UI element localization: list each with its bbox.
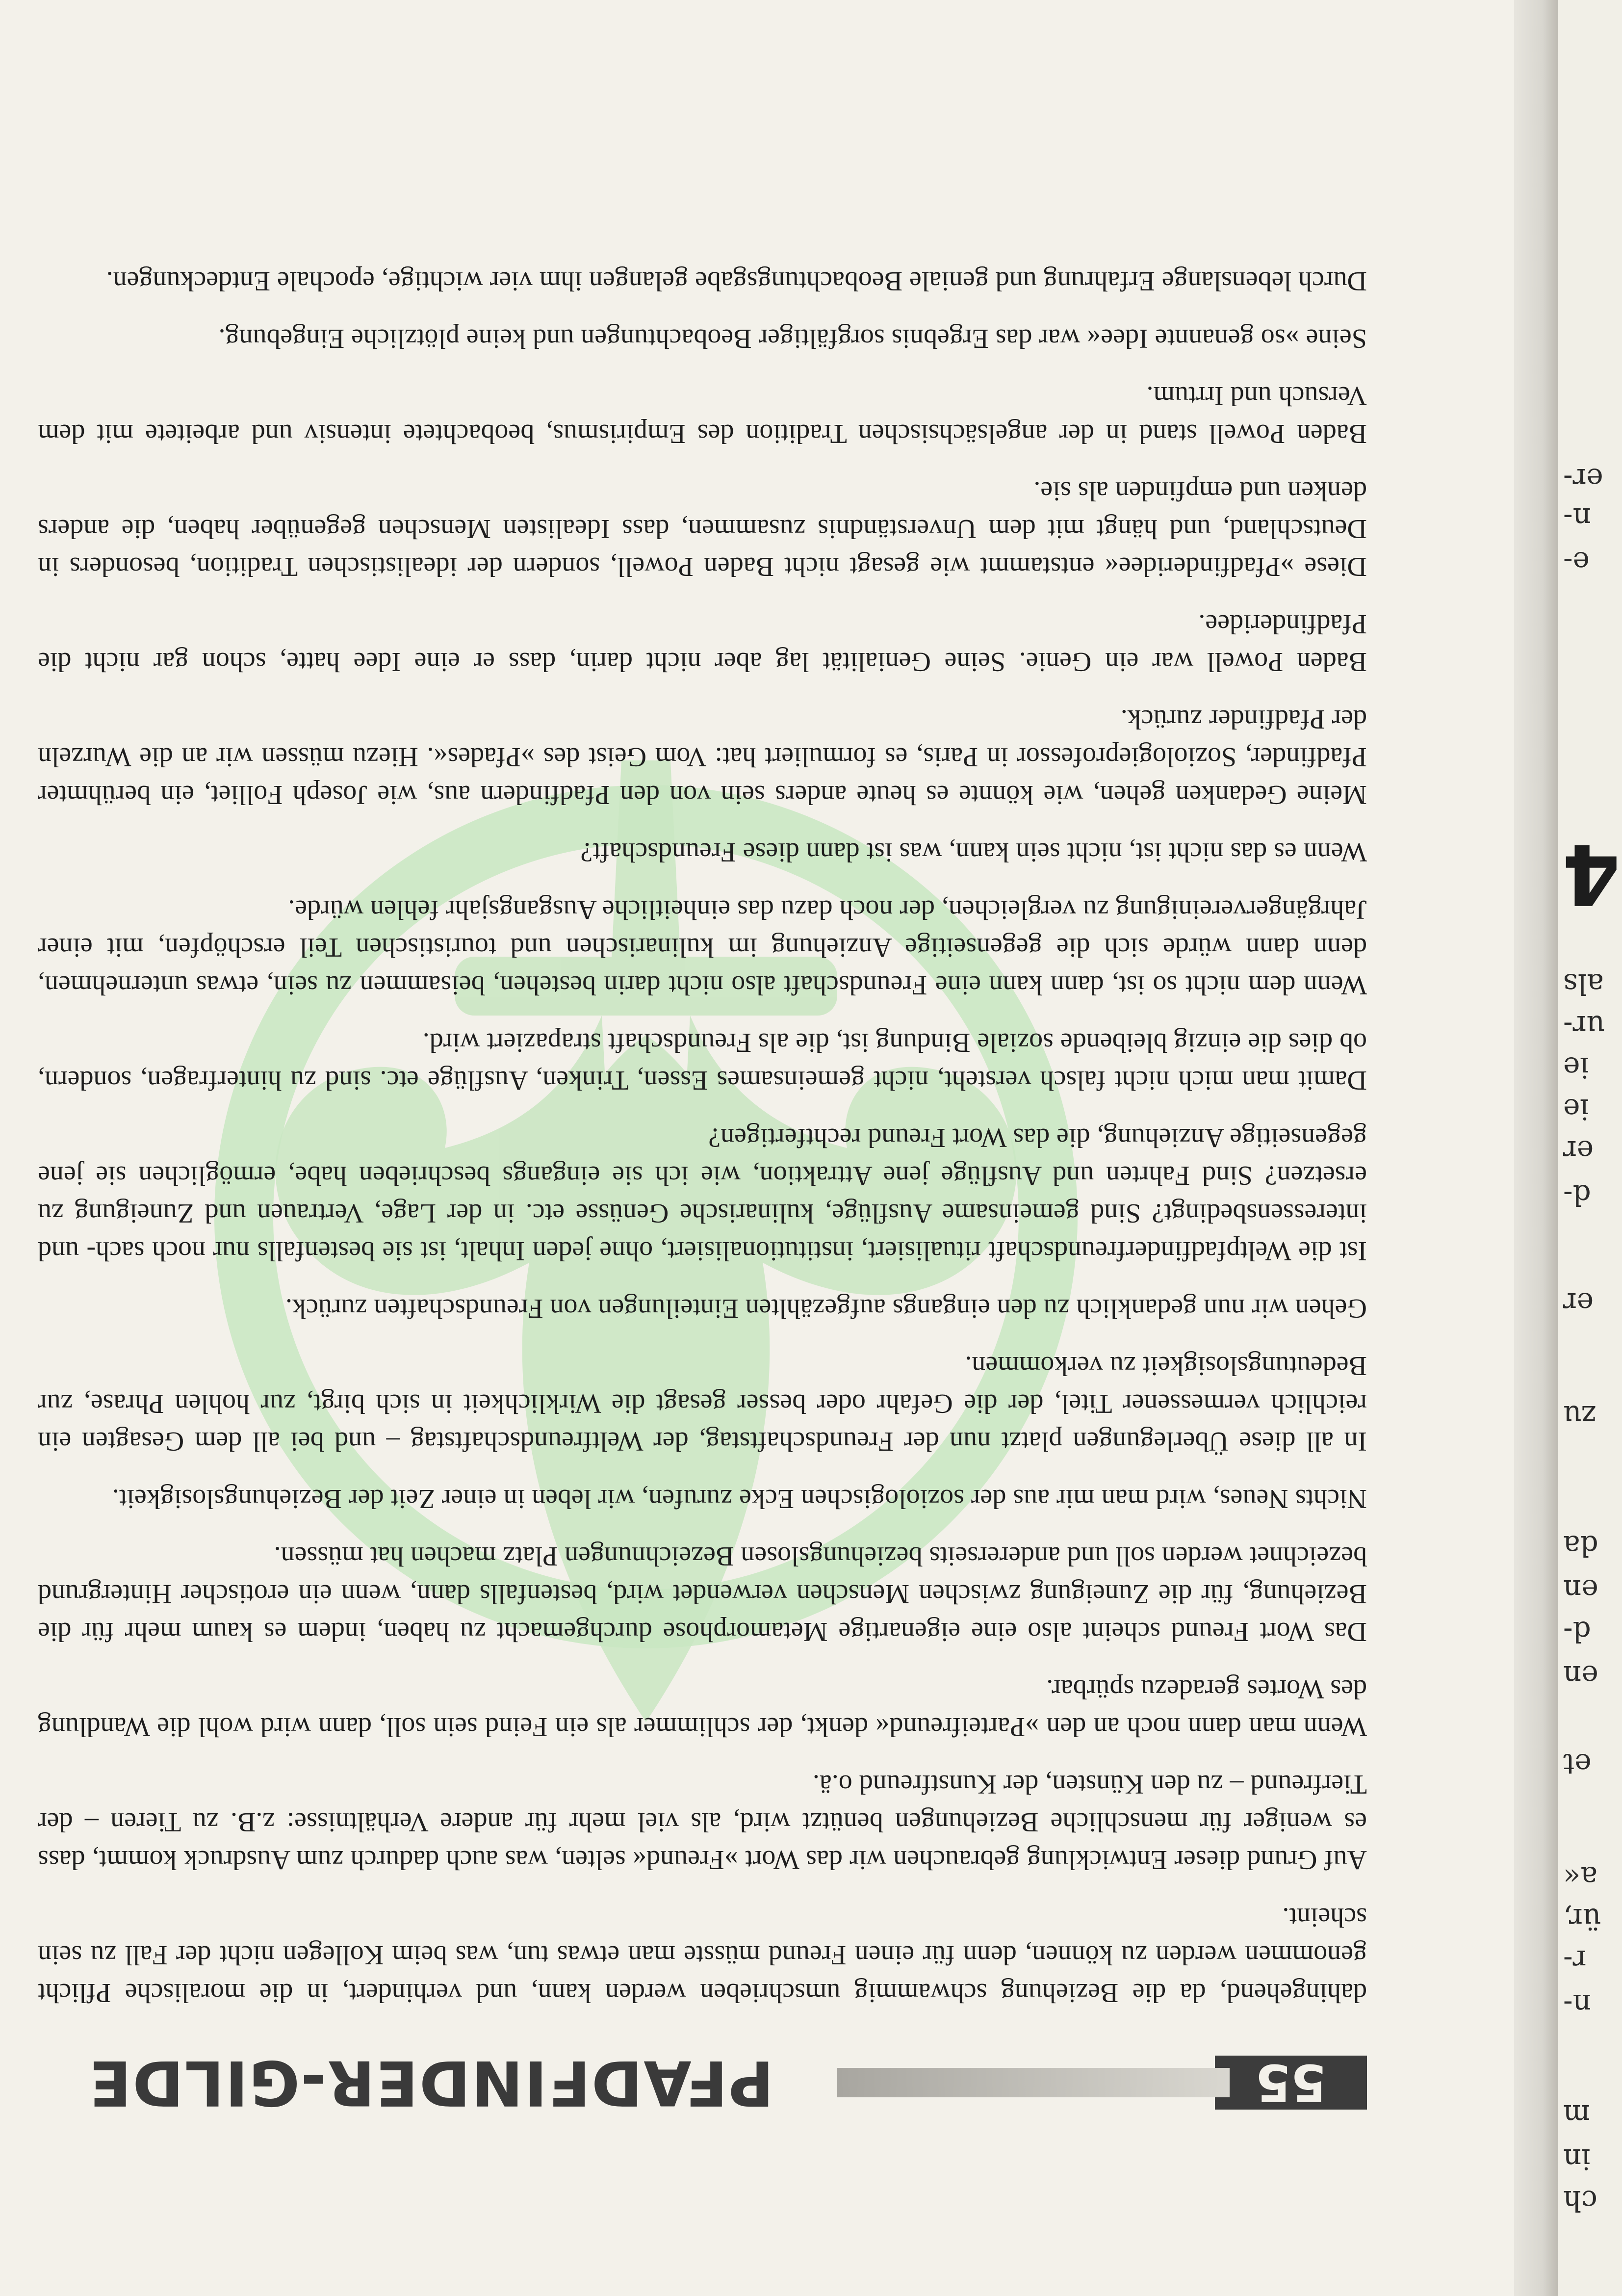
paragraph: Wenn man dann noch an den »Parteifreund« denkt, der schlimmer als ein Feind sein soll, dann wird wohl die Wandlung des Wortes geradezu spürbar. <box>38 1674 1367 1742</box>
paragraph: Auf Grund dieser Entwicklung gebrauchen wir das Wort »Freund« selten, was auch dadurch zum Ausdruck kommt, dass es weniger für menschliche Beziehungen benützt wird, als viel mehr für andere Verhältnisse: z.B. zu Tieren – der Tierfreund – zu den Künsten, der Kunstfreund o.ä. <box>38 1769 1367 1875</box>
facing-page-fragment: er- <box>1563 462 1603 496</box>
facing-page-number: 4 <box>1562 825 1621 922</box>
facing-page-fragment: als <box>1563 967 1604 1001</box>
facing-page-fragment: en <box>1563 1659 1598 1693</box>
facing-page-fragment: ie <box>1563 1093 1589 1126</box>
facing-page-fragment: d- <box>1563 1178 1591 1212</box>
facing-page-fragment: er <box>1563 1134 1594 1168</box>
facing-page-fragment: n- <box>1563 501 1591 535</box>
paragraph: Gehen wir nun gedanklich zu den eingangs aufgezählten Einteilungen von Freundschaften zurück. <box>285 1293 1367 1324</box>
facing-page-fragment: ch <box>1563 2184 1597 2218</box>
paragraph: Baden Powell war ein Genie. Seine Genialität lag aber nicht darin, dass er eine Idee hatte, schon gar nicht die Pfadfinderidee. <box>38 609 1367 677</box>
paragraph: Nichts Neues, wird man mir aus der soziologischen Ecke zurufen, wir leben in einer Zeit der Beziehungslosigkeit. <box>112 1484 1367 1514</box>
paragraph: Diese »Pfadfinderidee« entstammt wie gesagt nicht Baden Powell, sondern der idealistischen Tradition, besonders in Deutschland, und hängt mit dem Unverständnis zusammen, dass Idealisten Menschen gegenüber haben, die anders denken und empfinden als sie. <box>38 476 1367 582</box>
paragraph: Meine Gedanken gehen, wie könnte es heute anders sein von den Pfadfindern aus, wie Joseph Folliet, ein berühmter Pfadfinder, Soziologieprofessor in Paris, es formuliert hat: Vom Geist des »Pfades«. Hiezu müssen wir an die Wurzeln der Pfadfinder zurück. <box>38 704 1367 810</box>
paragraph: Wenn es das nicht ist, nicht sein kann, was ist dann diese Freundschaft? <box>580 837 1367 867</box>
facing-page-fragment: n- <box>1563 1988 1591 2021</box>
facing-page-fragment: m <box>1563 2098 1590 2132</box>
page-header <box>0 2046 1514 2119</box>
facing-page-fragment: a« <box>1563 1860 1598 1894</box>
facing-page-fragment: in <box>1563 2142 1591 2176</box>
paragraph: Seine »so genannte Idee« war das Ergebnis sorgfältiger Beobachtungen und keine plötzliche Eingebung. <box>218 323 1367 354</box>
facing-page-fragment: d- <box>1563 1615 1591 1648</box>
facing-page-fragment: er <box>1563 1286 1594 1320</box>
facing-page-fragment: r- <box>1563 1944 1587 1977</box>
page-title: PFADFINDER-GILDE <box>88 2047 774 2119</box>
paragraph: Wenn dem nicht so ist, dann kann eine Freundschaft also nicht darin bestehen, beisammen zu sein, etwas unternehmen, denn dann würde sich die gegenseitige Anziehung im kulinarischen und touristischen Teil erschöpfen, mit einer Jahrgängervereinigung zu vergleichen, der noch dazu das einheitliche Ausgangsjahr fehlen würde. <box>38 894 1367 1000</box>
paragraph: Durch lebenslange Erfahrung und geniale Beobachtungsgabe gelangen ihm vier wichtige, epochale Entdeckungen. <box>106 266 1367 296</box>
paragraph: Ist die Weltpfadfinderfreundschaft ritualisiert, institutionalisiert, ohne jeden Inhalt, ist sie bestenfalls nur noch sach- und interessensbedingt? Sind gemeinsame Ausflüge, kulinarische Genüsse etc. in der Lage, Vertrauen und Zuneigung zu ersetzen? Sind Fahrten und Ausflüge jene Attraktion, wie ich sie eingangs beschrieben habe, ermöglichen sie jene gegenseitige Anziehung, die das Wort Freund rechtfertigen? <box>38 1122 1367 1266</box>
facing-page-fragment: zu <box>1563 1399 1596 1433</box>
page-number-box <box>1215 2053 1367 2113</box>
page-gutter <box>1514 0 1558 2296</box>
article-body <box>38 242 1367 2011</box>
paragraph: Das Wort Freund scheint also eine eigenartige Metamorphose durchgemacht zu haben, indem es kaum mehr für die Beziehung, für die Zuneigung zwischen Menschen verwendet wird, bestenfalls dann, wenn ein erotischer Hintergrund bezeichnet werden soll und andererseits beziehungslosen Bezeichnungen Platz machen hat müssen. <box>38 1541 1367 1647</box>
paragraph: In all diese Überlegungen platzt nun der Freundschaftstag, der Weltfreundschaftstag – und bei all dem Gesagten ein reichlich vermessener Titel, der die Gefahr oder besser gesagt die Wirklichkeit in sich birgt, zur hohlen Phrase, zur Bedeutungslosigkeit zu verkommen. <box>38 1351 1367 1457</box>
page-number: 55 <box>1255 2053 1327 2113</box>
facing-page-fragment: da <box>1563 1529 1598 1563</box>
paragraph: dahingehend, da die Beziehung schwammig umschrieben werden kann, und verhindert, in die moralische Pflicht genommen werden zu können, denn für einen Freund müsste man etwas tun, was beim Kollegen nicht der Fall zu sein scheint. <box>38 1902 1367 2008</box>
facing-page-fragment: en <box>1563 1573 1598 1607</box>
facing-page-fragment: ur- <box>1563 1009 1605 1043</box>
header-decorative-bar <box>837 2068 1230 2097</box>
facing-page-fragment: e- <box>1563 546 1590 579</box>
paragraph: Damit man mich nicht falsch versteht, nicht gemeinsames Essen, Trinken, Ausflüge etc. sind zu hinterfragen, sondern, ob dies die einzig bleibende soziale Bindung ist, die als Freundschaft strapaziert wird. <box>38 1027 1367 1096</box>
paragraph: Baden Powell stand in der angelsächsischen Tradition des Empirismus, beobachtete intensiv und arbeitete mit dem Versuch und Irrtum. <box>38 381 1367 449</box>
facing-page-fragment: ür, <box>1563 1902 1601 1935</box>
facing-page-fragment: ie <box>1563 1051 1589 1084</box>
facing-page-edge <box>1558 0 1622 2296</box>
facing-page-fragment: et <box>1563 1748 1592 1781</box>
